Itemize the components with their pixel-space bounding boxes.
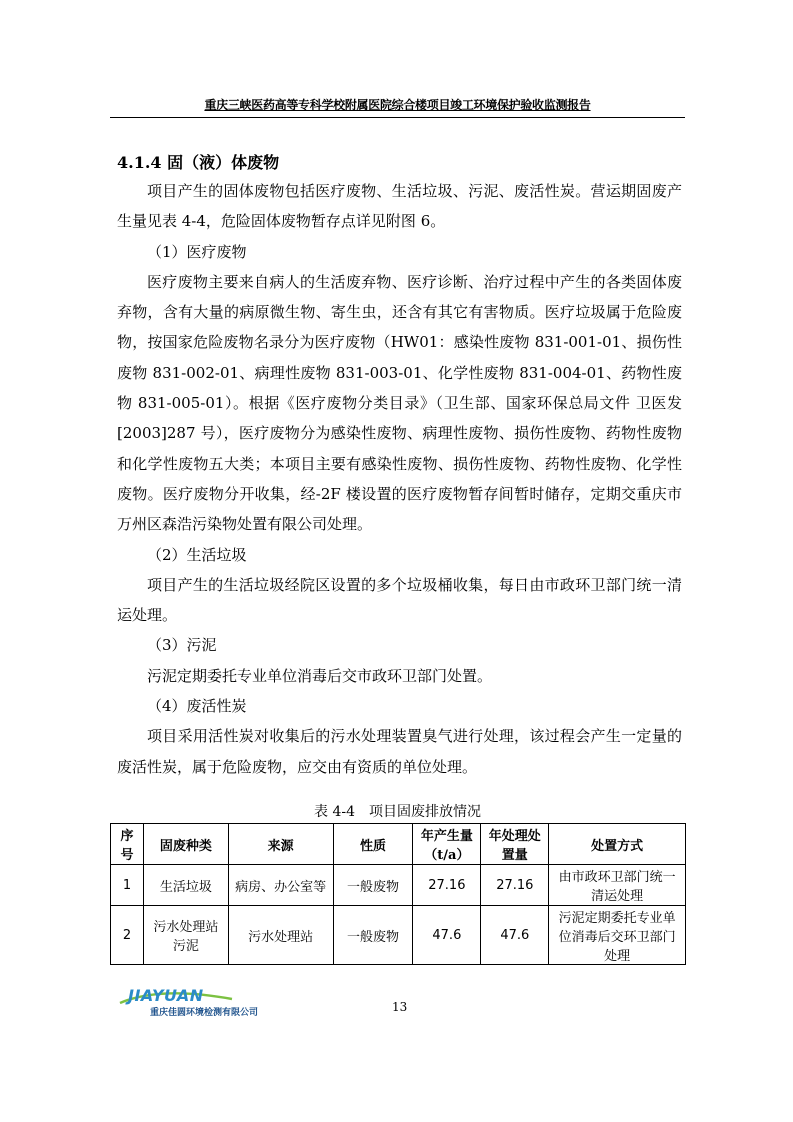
company-name: 重庆佳圆环境检测有限公司 bbox=[150, 1008, 259, 1018]
header-cell: 固废种类 bbox=[143, 824, 228, 865]
solid-waste-table bbox=[110, 823, 686, 965]
header-cell: 处置方式 bbox=[549, 824, 686, 865]
page-number: 13 bbox=[392, 1000, 408, 1014]
sludge-paragraph: 污泥定期委托专业单位消毒后交市政环卫部门处置。 bbox=[147, 666, 493, 685]
table-cell: 由市政环卫部门统一清运处理 bbox=[549, 865, 686, 906]
logo-text: JIAYUAN bbox=[128, 986, 204, 1005]
table-cell: 2 bbox=[111, 906, 144, 965]
table-cell: 47.6 bbox=[413, 906, 481, 965]
table-row bbox=[111, 906, 686, 965]
header-cell: 来源 bbox=[228, 824, 333, 865]
table-cell: 47.6 bbox=[481, 906, 549, 965]
table-cell: 1 bbox=[111, 865, 144, 906]
header-cell: 序号 bbox=[111, 824, 144, 865]
table-cell: 27.16 bbox=[481, 865, 549, 906]
intro-paragraph: 项目产生的固体废物包括医疗废物、生活垃圾、污泥、废活性炭。营运期固废产生量见表 4-4，危险固体废物暂存点详见附图 6。 bbox=[117, 182, 682, 231]
medical-waste-paragraph: 医疗废物主要来自病人的生活废弃物、医疗诊断、治疗过程中产生的各类固体废弃物，含有大量的病原微生物、寄生虫，还含有其它有害物质。医疗垃圾属于危险废物，按国家危险废物名录分为医疗废物（HW01：感染性废物 831-001-01、损伤性废物 831-002-01、病理性废物 831-003-01、化学性废物 831-004-01、药物性废物 831-005-01）。根据《医疗废物分类目录》（卫生部、国家环保总局文件 卫医发[2003]287 号），医疗废物分为感染性废物、病理性废物、损伤性废物、药物性废物和化学性废物五大类；本项目主要有感染性废物、损伤性废物、药物性废物、化学性废物。医疗废物分开收集，经-2F 楼设置的医疗废物暂存间暂时储存，定期交重庆市万州区森浩污染物处置有限公司处理。 bbox=[117, 272, 682, 534]
domestic-waste-paragraph: 项目产生的生活垃圾经院区设置的多个垃圾桶收集，每日由市政环卫部门统一清运处理。 bbox=[117, 575, 682, 625]
subheading-domestic-waste: （2）生活垃圾 bbox=[147, 545, 247, 564]
page-footer bbox=[110, 985, 685, 1025]
table-cell: 生活垃圾 bbox=[143, 865, 228, 906]
subheading-medical-waste: （1）医疗废物 bbox=[147, 242, 247, 261]
header-cell: 年产生量（t/a） bbox=[413, 824, 481, 865]
table-caption: 表 4-4 项目固废排放情况 bbox=[314, 804, 481, 820]
report-header-title: 重庆三峡医药高等专科学校附属医院综合楼项目竣工环境保护验收监测报告 bbox=[204, 98, 591, 112]
header-divider bbox=[110, 117, 685, 118]
subheading-activated-carbon: （4）废活性炭 bbox=[147, 697, 247, 716]
table-cell: 污水处理站污泥 bbox=[143, 906, 228, 965]
table-cell: 病房、办公室等 bbox=[228, 865, 333, 906]
subheading-sludge: （3）污泥 bbox=[147, 636, 217, 655]
table-header-row bbox=[111, 824, 686, 865]
section-body bbox=[117, 176, 682, 782]
table-cell: 污泥定期委托专业单位消毒后交环卫部门处理 bbox=[549, 906, 686, 965]
table-cell: 27.16 bbox=[413, 865, 481, 906]
table-cell: 污水处理站 bbox=[228, 906, 333, 965]
header-cell: 年处理处置量 bbox=[481, 824, 549, 865]
table-cell: 一般废物 bbox=[333, 906, 413, 965]
company-logo bbox=[116, 985, 286, 1021]
table-row bbox=[111, 865, 686, 906]
activated-carbon-paragraph: 项目采用活性炭对收集后的污水处理装置臭气进行处理，该过程会产生一定量的废活性炭，属于危险废物，应交由有资质的单位处理。 bbox=[117, 727, 682, 776]
table-cell: 一般废物 bbox=[333, 865, 413, 906]
header-cell: 性质 bbox=[333, 824, 413, 865]
section-heading: 4.1.4 固（液）体废物 bbox=[117, 153, 280, 172]
